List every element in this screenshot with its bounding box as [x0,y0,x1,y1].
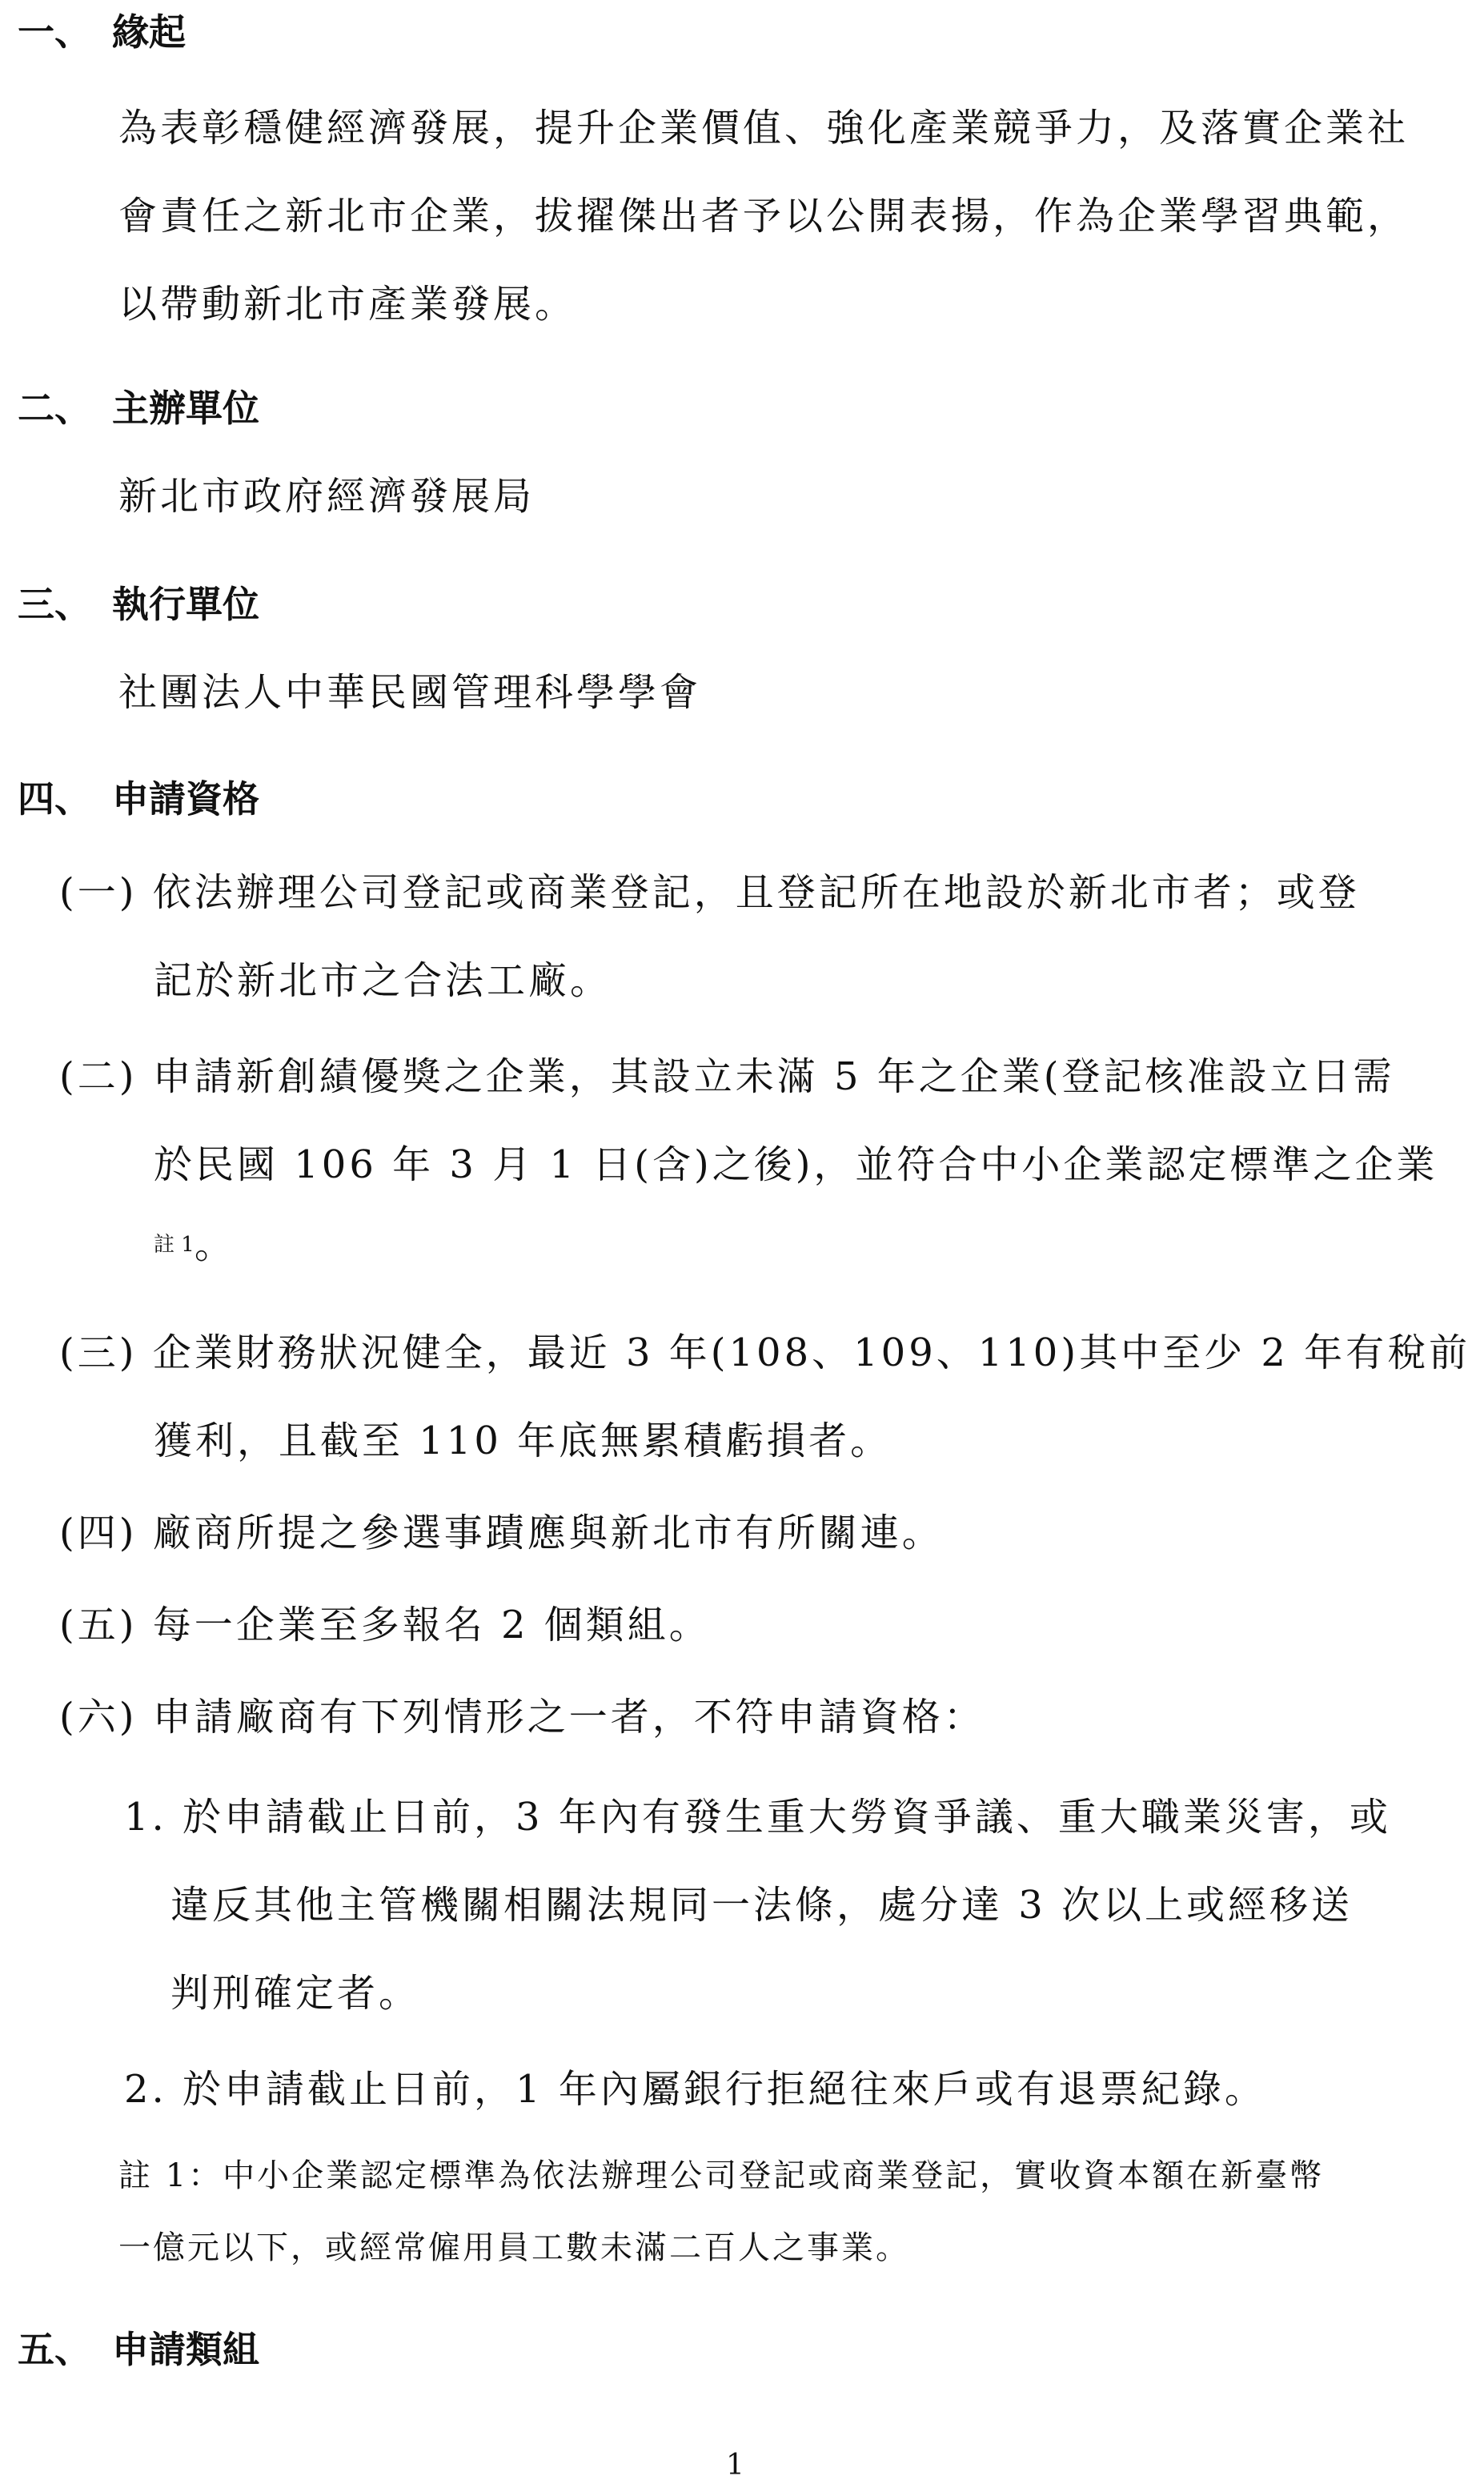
section-number: 二、 [18,387,91,430]
footnote-line: 註 1：中小企業認定標準為依法辦理公司登記或商業登記，實收資本額在新臺幣 [118,2157,1325,2194]
note-reference: 註 1 [154,1233,195,1257]
list-item-6: (六) 申請廠商有下列情形之一者，不符申請資格： [59,1695,985,1740]
sub-item-2: 2. 於申請截止日前，1 年內屬銀行拒絕往來戶或有退票紀錄。 [124,2067,1266,2112]
section-number: 三、 [18,583,91,626]
section-heading-1 [18,8,186,56]
paragraph-line: 社團法人中華民國管理科學學會 [118,670,702,715]
sub-item-1-cont: 違反其他主管機關相關法規同一法條，處分達 3 次以上或經移送 [170,1883,1354,1928]
list-item-5: (五) 每一企業至多報名 2 個類組。 [59,1603,711,1647]
section-title: 主辦單位 [112,387,259,430]
list-item-1-cont: 記於新北市之合法工廠。 [154,958,612,1003]
section-title: 執行單位 [112,583,259,626]
section-title: 申請資格 [112,777,259,821]
list-item-2: (二) 申請新創績優獎之企業，其設立未滿 5 年之企業(登記核准設立日需 [59,1054,1395,1099]
section-title: 申請類組 [112,2328,259,2371]
list-item-2-cont: 於民國 106 年 3 月 1 日(含)之後)，並符合中小企業認定標準之企業 [154,1142,1438,1187]
section-heading-2 [18,384,259,432]
section-title: 緣起 [112,10,186,54]
page-number: 1 [726,2449,744,2482]
list-item-3-cont: 獲利，且截至 110 年底無累積虧損者。 [154,1419,892,1463]
section-heading-5 [18,2325,259,2374]
paragraph-line: 為表彰穩健經濟發展，提升企業價值、強化產業競爭力，及落實企業社 [118,106,1410,150]
section-number: 一、 [18,10,91,54]
paragraph-line: 以帶動新北市產業發展。 [118,282,577,327]
footnote-line: 一億元以下，或經常僱用員工數未滿二百人之事業。 [118,2229,910,2266]
section-number: 五、 [18,2328,91,2371]
note-reference-end: 。 [194,1222,236,1267]
note-reference-line [154,1221,236,1269]
sub-item-1-cont: 判刑確定者。 [170,1971,421,2016]
paragraph-line: 會責任之新北市企業，拔擢傑出者予以公開表揚，作為企業學習典範， [118,194,1410,239]
list-item-1: (一) 依法辦理公司登記或商業登記，且登記所在地設於新北市者；或登 [59,870,1360,915]
section-heading-4 [18,775,259,823]
sub-item-1: 1. 於申請截止日前，3 年內有發生重大勞資爭議、重大職業災害，或 [124,1795,1391,1840]
section-number: 四、 [18,777,91,821]
paragraph-line: 新北市政府經濟發展局 [118,474,535,519]
list-item-3: (三) 企業財務狀況健全，最近 3 年(108、109、110)其中至少 2 年有稅前 [59,1330,1471,1375]
list-item-4: (四) 廠商所提之參選事蹟應與新北市有所關連。 [59,1511,944,1555]
section-heading-3 [18,580,259,628]
